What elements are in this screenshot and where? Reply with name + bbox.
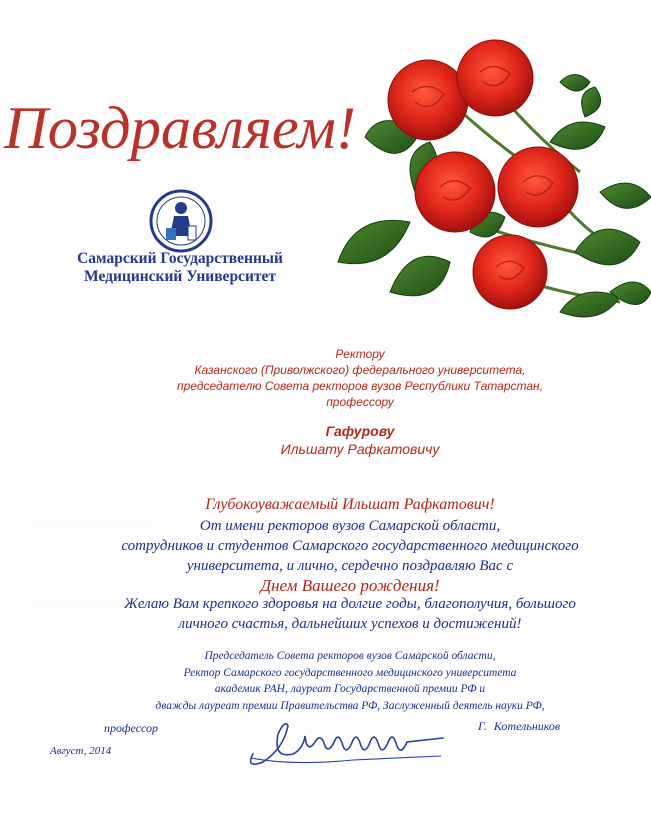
addressee-surname: Гафурову [325,423,395,439]
signatory-line: Ректор Самарского государственного медицинского университета [183,666,517,679]
body-line: университета, и лично, сердечно поздравляю Вас с [186,558,514,574]
university-name [30,250,330,286]
heading-text: Поздравляем! [2,95,357,161]
date: Август, 2014 [50,745,112,757]
roses-illustration [320,22,651,327]
background-bleed: ············································ [30,520,151,532]
wishes-text [70,594,630,634]
background-bleed: ············································ [30,600,151,612]
signatory-line: дважды лауреат премии Правительства РФ, Заслуженный деятель науки РФ, [155,699,545,712]
body-line: сотрудников и студентов Самарского государственного медицинского [121,538,579,554]
addressee-line: профессору [326,395,394,409]
signatory-name: Г. Котельников [478,719,561,733]
addressee-block [150,346,570,458]
addressee-name: Ильшату Рафкатовичу [280,441,440,457]
birthday-line: Днем Вашего рождения! [260,576,440,595]
handwritten-signature [243,714,453,774]
addressee-line: председателю Совета ректоров вузов Республики Татарстан, [177,379,543,393]
congratulation-text [70,516,630,596]
signatory-line: академик РАН, лауреат Государственной премии РФ и [214,683,486,695]
addressee-line: Казанского (Приволжского) федерального университета, [194,363,526,377]
heading [2,70,362,180]
salutation: Глубокоуважаемый Ильшат Рафкатович! [205,496,495,513]
signatory-block [90,648,610,714]
university-line-1: Самарский Государственный [77,250,283,267]
wish-line: личного счастья, дальнейших успехов и достижений! [178,616,522,632]
body-line: От имени ректоров вузов Самарской области, [199,518,501,534]
wish-line: Желаю Вам крепкого здоровья на долгие годы, благополучия, большого [124,596,576,612]
university-logo [148,188,214,254]
signatory-title: профессор [104,721,159,735]
addressee-line: Ректору [335,347,385,361]
university-line-2: Медицинский Университет [84,268,276,285]
signatory-line: Председатель Совета ректоров вузов Самарской области, [204,650,496,662]
